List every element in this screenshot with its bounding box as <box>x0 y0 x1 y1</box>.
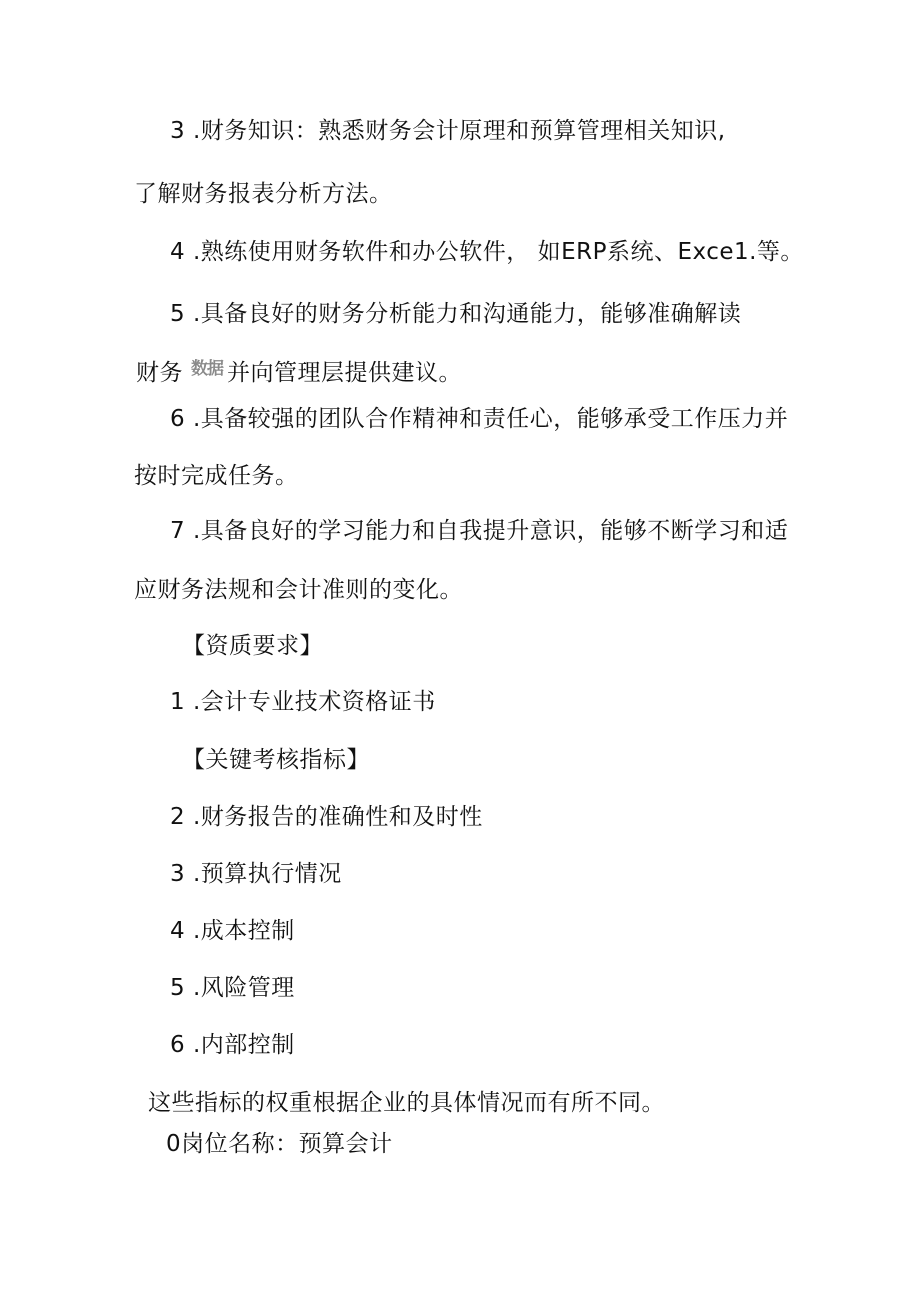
text-line: 3 .财务知识：熟悉财务会计原理和预算管理相关知识, <box>170 118 726 144</box>
text-line: 1 .会计专业技术资格证书 <box>170 689 436 715</box>
list-item: 3 .预算执行情况 <box>170 861 342 887</box>
list-item: 2 .财务报告的准确性和及时性 <box>170 804 483 830</box>
text-line <box>136 353 462 389</box>
text-segment: 并向管理层提供建议。 <box>227 360 462 386</box>
list-item: 4 .成本控制 <box>170 918 295 944</box>
text-line: 5 .具备良好的财务分析能力和沟通能力，能够准确解读 <box>170 301 742 327</box>
section-heading: 【资质要求】 <box>182 633 323 659</box>
text-line: 6 .具备较强的团队合作精神和责任心，能够承受工作压力并 <box>170 406 789 432</box>
text-line: 按时完成任务。 <box>134 463 299 489</box>
text-line: 7 .具备良好的学习能力和自我提升意识，能够不断学习和适 <box>170 518 789 544</box>
list-item: 6 .内部控制 <box>170 1032 295 1058</box>
text-line: 这些指标的权重根据企业的具体情况而有所不同。 <box>148 1090 665 1116</box>
text-segment: 财务 <box>136 360 183 386</box>
list-item: 5 .风险管理 <box>170 975 295 1001</box>
text-line: 应财务法规和会计准则的变化。 <box>134 577 463 603</box>
text-line: 4 .熟练使用财务软件和办公软件， 如ERP系统、Exce1.等。 <box>170 239 804 265</box>
data-stamp: 数据 <box>191 359 223 379</box>
text-line: 了解财务报表分析方法。 <box>134 181 393 207</box>
section-heading: 【关键考核指标】 <box>182 747 370 773</box>
text-line: 0岗位名称：预算会计 <box>166 1131 393 1157</box>
